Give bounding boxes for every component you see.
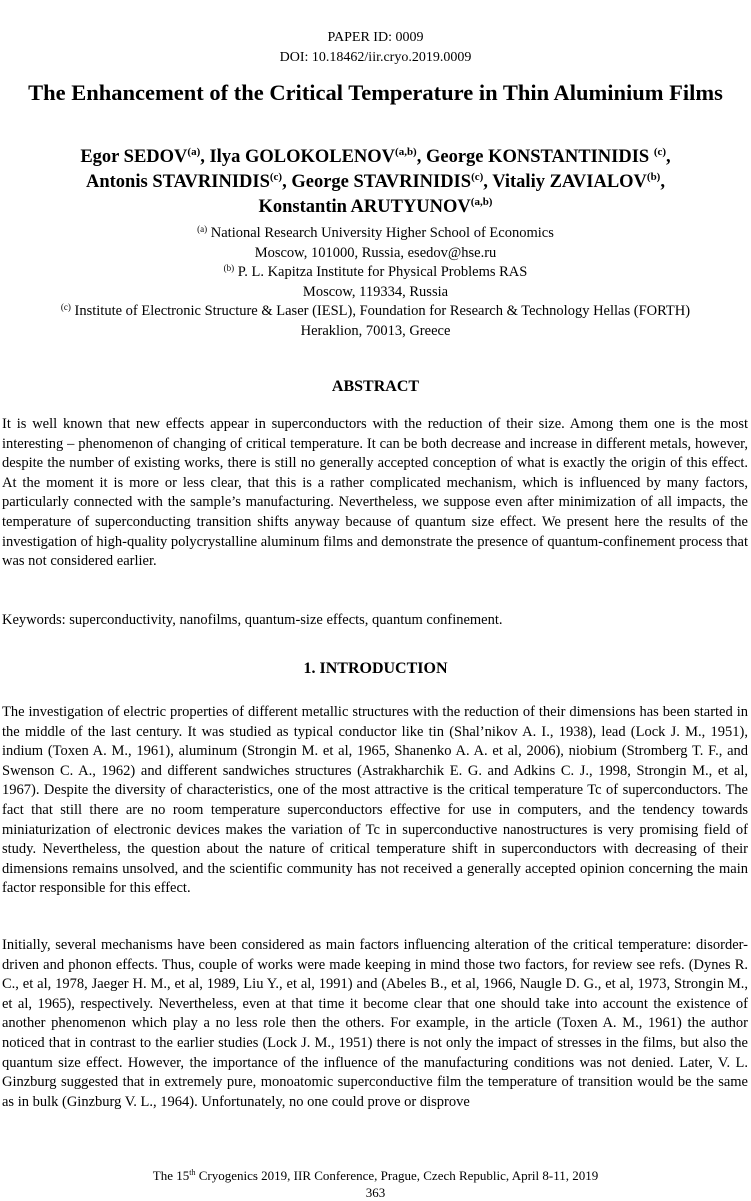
author: Egor SEDOV$^{(a)}$,	[80, 146, 210, 167]
author: Konstantin ARUTYUNOV$^{(a,b)}$	[258, 196, 493, 217]
author: Ilya GOLOKOLENOV$^{(a,b)}$,	[209, 146, 426, 167]
author: Vitaliy ZAVIALOV$^{(b)}$,	[492, 171, 665, 192]
doi: DOI: 10.18462/iir.cryo.2019.0009	[279, 50, 472, 65]
intro-paragraph-1: The investigation of electric properties of different metallic structures with the reduction of their dimensions has been started in the middle of the last century. It was studied as typical conductor like tin (Shal’nikov A. I., 1938), lead (Lock J. M., 1951), indium (Toxen A. M., 1961), aluminum (Strongin M. et al, 1965, Shanenko A. A. et al, 2006), niobium (Stromberg T. F., and Swenson C. A., 1962) and different sandwiches structures (Astrakharchik E. G. and Adkins C. J., 1998, Strongin M., et al, 1967). Despite the diversity of characteristics, one of the most attractive is the critical temperature Tc of superconductors. The fact that still there are no room temperature superconductors effective for use in computers, and the tendency towards miniaturization of electronic devices makes the variation of Tc in superconductive nanostructures is very promising field of study. Nevertheless, the question about the nature of critical temperature shift in superconductors with decreasing of their dimensions remains unsolved, and the scientific community has not received a generally accepted opinion concerning the main factor responsible for this effect.	[2, 704, 748, 897]
keywords: Keywords: superconductivity, nanofilms, quantum-size effects, quantum confinement.	[2, 612, 503, 628]
author: George STAVRINIDIS$^{(c)}$,	[291, 171, 493, 192]
introduction-heading: 1. INTRODUCTION	[303, 660, 448, 677]
affiliation-c: $^{(c)}$ Institute of Electronic Structure & Laser (IESL), Foundation for Research & Technology Hellas (FORTH) Heraklion, 70013, Greece	[60, 302, 691, 339]
abstract-text: It is well known that new effects appear in superconductors with the reduction of their size. Among them one is the most interesting – phenomenon of changing of critical temperature. It can be both decrease and increase in different metals, however, despite the number of existing works, there is still no generally accepted conception of what is exactly the origin of this effect. At the moment it is more or less clear, that this is a rather complicated mechanism, which is influenced by many factors, particularly connected with the sample’s manufacturing. Nevertheless, we suppose even after minimization of all impacts, the temperature of superconducting transition shifts anyway because of quantum size effect. We present here the results of the investigation of high-quality polycrystalline aluminum films and demonstrate the presence of quantum-confinement process that was not considered earlier.	[2, 416, 748, 570]
author: George KONSTANTINIDIS $^{(c)}$,	[425, 146, 671, 167]
abstract-heading: ABSTRACT	[331, 378, 420, 395]
affiliation-a: $^{(a)}$ National Research University Higher School of Economics Moscow, 101000, Russia, esedov@hse.ru	[197, 224, 554, 261]
paper-id: PAPER ID: 0009	[327, 30, 424, 45]
page-number: 363	[365, 1185, 386, 1200]
conference-line: The 15th Cryogenics 2019, IIR Conference, Prague, Czech Republic, April 8-11, 2019	[152, 1168, 599, 1183]
author-list	[10, 145, 741, 220]
intro-paragraph-2: Initially, several mechanisms have been considered as main factors influencing alteration of the critical temperature: disorder-driven and phonon effects. Thus, couple of works were made keeping in mind those two factors, for review see refs. (Dynes R. C., et al, 1978, Jaeger H. M., et al, 1989, Liu Y., et al, 1991) and (Abeles B., et al, 1966, Naugle D. G., et al, 1973, Strongin M., et al, 1965), respectively. Nevertheless, even at that time it become clear that one should take into account the existence of another phenomenon which play a no less role then the others. For example, in the article (Toxen A. M., 1961) the author noticed that in contrast to the earlier studies (Lock J. M., 1951) there is not only the impact of stresses in the films, but also the quantum size effect. However, the importance of the influence of the manufacturing conditions was not denied. Later, V. L. Ginzburg suggested that in extremely pure, monoatomic superconductive film the temperature of transition would be the same as in bulk (Ginzburg V. L., 1964). Unfortunately, no one could prove or disprove	[2, 937, 748, 1110]
page-footer	[0, 1167, 751, 1201]
author: Antonis STAVRINIDIS$^{(c)}$,	[86, 171, 292, 192]
affiliation-b: $^{(b)}$ P. L. Kapitza Institute for Physical Problems RAS Moscow, 119334, Russia	[223, 263, 528, 300]
paper-title: The Enhancement of the Critical Temperature in Thin Aluminium Films	[28, 80, 723, 105]
